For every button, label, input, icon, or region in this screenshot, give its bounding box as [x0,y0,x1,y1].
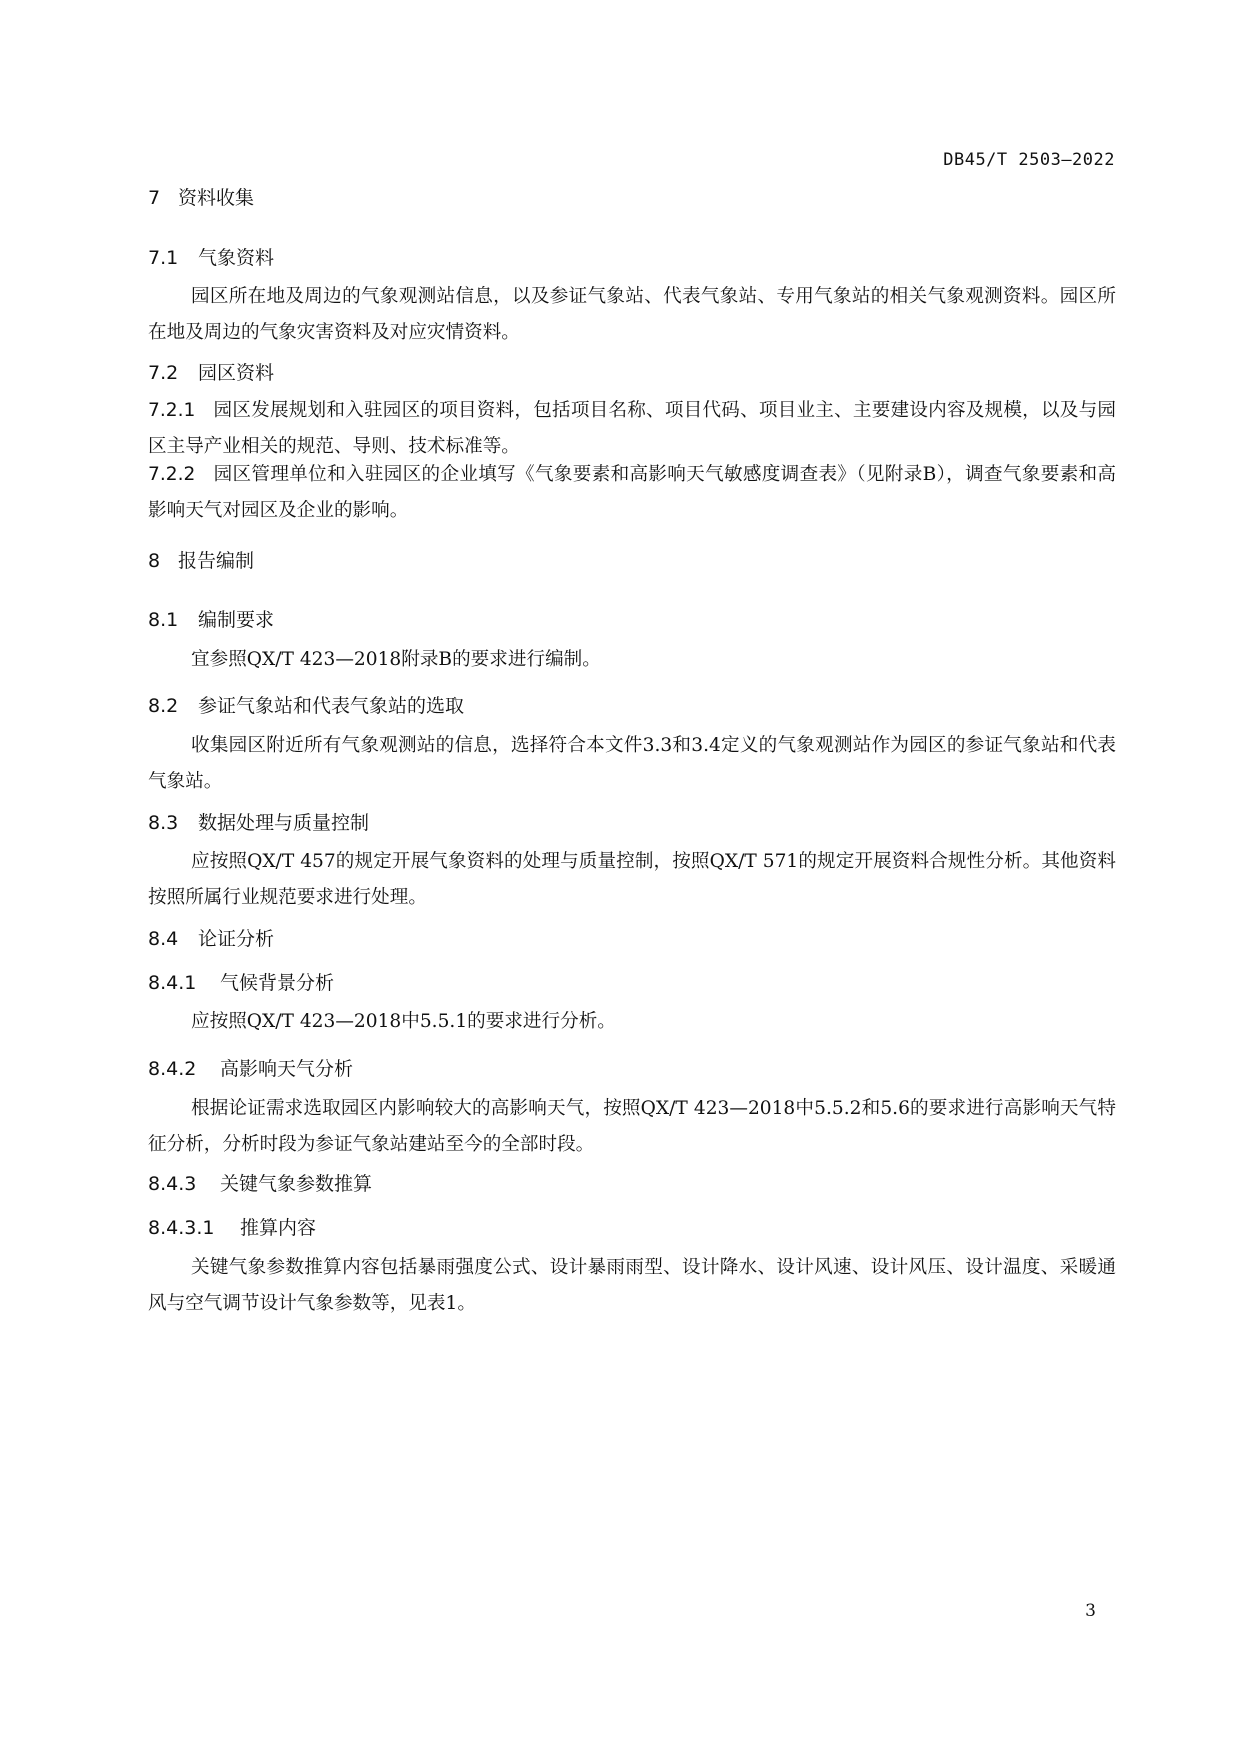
document-code: DB45/T 2503—2022 [943,150,1115,170]
paragraph-8-2: 收集园区附近所有气象观测站的信息，选择符合本文件3.3和3.4定义的气象观测站作为园区的参证气象站和代表气象站。 [148,735,1116,792]
section-title: 参证气象站和代表气象站的选取 [198,695,465,717]
section-heading-7-2 [148,358,274,385]
section-number: 8.2 [148,695,179,717]
section-number: 8.4.3 [148,1173,197,1195]
section-heading-8-4-2 [148,1054,353,1081]
paragraph-7-2-2 [148,457,1116,529]
section-title: 编制要求 [198,609,275,631]
section-title: 园区资料 [198,362,275,384]
section-number: 8.3 [148,812,179,834]
section-heading-8-4-1 [148,968,334,995]
clause-text: 园区发展规划和入驻园区的项目资料，包括项目名称、项目代码、项目业主、主要建设内容及规模，以及与园区主导产业相关的规范、导则、技术标准等。 [148,400,1116,457]
paragraph-8-4-2: 根据论证需求选取园区内影响较大的高影响天气，按照QX/T 423—2018中5.5.2和5.6的要求进行高影响天气特征分析，分析时段为参证气象站建站至今的全部时段。 [148,1098,1116,1155]
paragraph-7-1: 园区所在地及周边的气象观测站信息，以及参证气象站、代表气象站、专用气象站的相关气象观测资料。园区所在地及周边的气象灾害资料及对应灾情资料。 [148,286,1116,343]
section-heading-8-3 [148,808,369,835]
paragraph-7-2-1 [148,393,1116,465]
paragraph-8-3: 应按照QX/T 457的规定开展气象资料的处理与质量控制，按照QX/T 571的规定开展资料合规性分析。其他资料按照所属行业规范要求进行处理。 [148,851,1116,908]
section-heading-7 [148,183,254,210]
section-heading-8 [148,546,254,573]
section-title: 关键气象参数推算 [220,1173,373,1195]
section-heading-8-4-3-1 [148,1213,316,1240]
section-number: 8.4.2 [148,1058,197,1080]
section-heading-8-4-3 [148,1169,372,1196]
clause-text: 园区管理单位和入驻园区的企业填写《气象要素和高影响天气敏感度调查表》（见附录B），调查气象要素和高影响天气对园区及企业的影响。 [148,464,1116,521]
paragraph-8-4-3-1: 关键气象参数推算内容包括暴雨强度公式、设计暴雨雨型、设计降水、设计风速、设计风压、设计温度、采暖通风与空气调节设计气象参数等，见表1。 [148,1257,1116,1314]
section-title: 高影响天气分析 [220,1058,354,1080]
section-number: 7.1 [148,247,179,269]
section-title: 气象资料 [198,247,275,269]
section-heading-8-2 [148,691,464,718]
page-number: 3 [1085,1601,1096,1621]
section-number: 8.4 [148,928,179,950]
paragraph-8-1: 宜参照QX/T 423—2018附录B的要求进行编制。 [191,649,601,670]
section-heading-7-1 [148,243,274,270]
section-number: 7.2 [148,362,179,384]
section-title: 数据处理与质量控制 [198,812,370,834]
section-number: 7 [148,187,161,209]
section-heading-8-4 [148,924,274,951]
section-number: 8 [148,550,161,572]
paragraph-8-4-1: 应按照QX/T 423—2018中5.5.1的要求进行分析。 [191,1011,616,1032]
section-title: 推算内容 [240,1217,317,1239]
section-heading-8-1 [148,605,274,632]
section-title: 资料收集 [178,187,255,209]
section-number: 8.4.1 [148,972,197,994]
section-title: 报告编制 [178,550,255,572]
section-title: 气候背景分析 [220,972,335,994]
section-number: 8.1 [148,609,179,631]
clause-number: 7.2.1 [148,400,196,421]
clause-number: 7.2.2 [148,464,196,485]
section-title: 论证分析 [198,928,275,950]
section-number: 8.4.3.1 [148,1217,215,1239]
